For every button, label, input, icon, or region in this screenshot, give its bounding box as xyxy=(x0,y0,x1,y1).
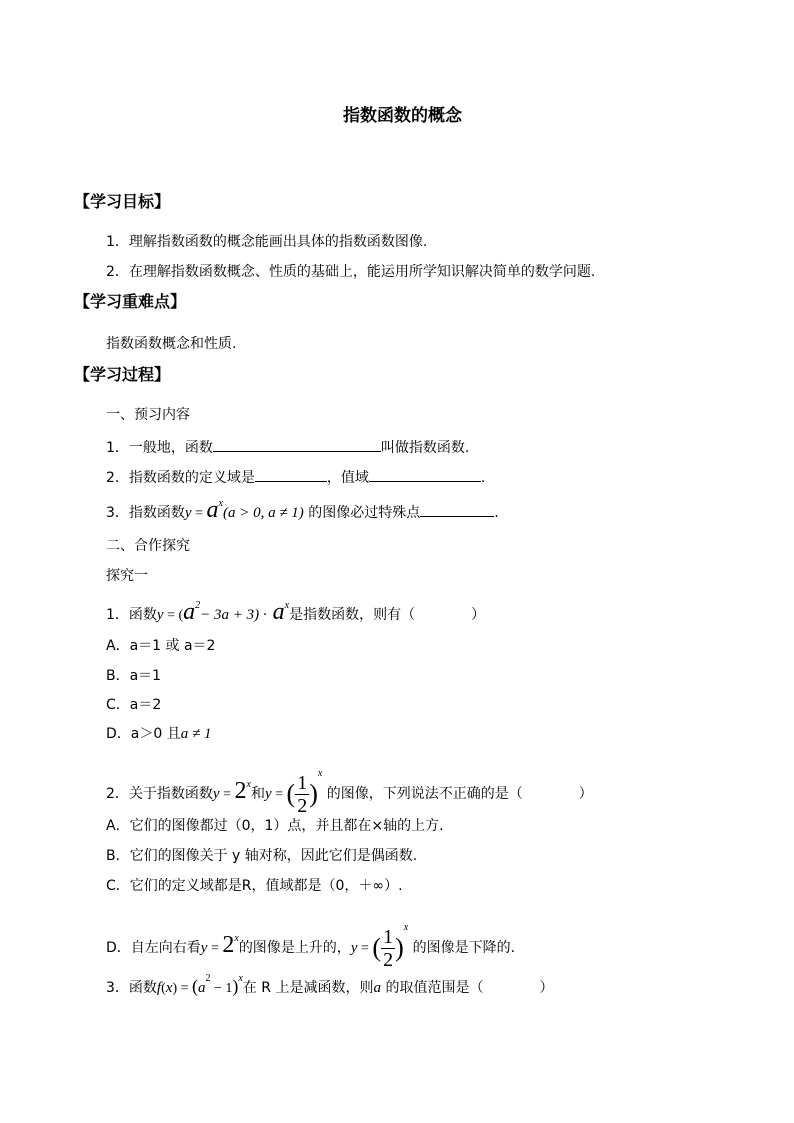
explore-question-1 xyxy=(106,596,485,626)
formula-half-x-d: y = ( $\frac{1}{2}$ )$^x$ xyxy=(350,922,409,971)
eq2-and: 和 xyxy=(250,786,265,802)
option-2d-mid: 的图像是上升的， xyxy=(238,940,351,956)
eq1-inner: − 3a + 3) · xyxy=(200,607,267,623)
q3-condition: (a > 0, a ≠ 1) xyxy=(222,505,304,521)
goal-item-1: 1．理解指数函数的概念能画出具体的指数函数图像. xyxy=(106,234,428,250)
eq2-suffix: 的图像，下列说法不正确的是（ ） xyxy=(326,786,593,802)
section-heading-process: 【学习过程】 xyxy=(74,365,171,384)
q2-middle: ，值域 xyxy=(326,470,369,486)
formula-fx: $f(x) = (a^2 - 1)^x$ xyxy=(156,973,243,996)
option-c[interactable]: C．a＝2 xyxy=(106,697,162,713)
option-2d-suffix: 的图像是下降的. xyxy=(412,940,516,956)
option-2b[interactable]: B．它们的图像关于 y 轴对称，因此它们是偶函数. xyxy=(106,848,418,864)
answer-blank[interactable] xyxy=(213,435,381,452)
explore-question-3 xyxy=(106,969,553,999)
eq1-suffix: 是指数函数，则有（ ） xyxy=(289,607,486,623)
explore-subheading: 探究一 xyxy=(106,568,148,584)
preview-question-1 xyxy=(106,435,469,458)
formula-1a: $y = (a^2$ xyxy=(156,599,201,625)
q1-suffix: 叫做指数函数. xyxy=(380,440,470,456)
option-2a[interactable]: A．它们的图像都过（0，1）点，并且都在×轴的上方. xyxy=(106,818,444,834)
keypoints-text: 指数函数概念和性质. xyxy=(106,336,237,352)
option-d-math: a ≠ 1 xyxy=(180,726,212,742)
option-d[interactable] xyxy=(106,724,211,744)
section-heading-keypoints: 【学习重难点】 xyxy=(74,292,187,311)
option-2c[interactable]: C．它们的定义域都是R，值域都是（0，＋∞）. xyxy=(106,878,403,894)
option-2d-prefix: D．自左向右看 xyxy=(106,940,201,956)
preview-heading: 一、预习内容 xyxy=(106,407,190,423)
q2-suffix: . xyxy=(480,470,486,486)
formula-exp: $y = a^x$ xyxy=(184,497,223,523)
option-a[interactable]: A．a＝1 或 a＝2 xyxy=(106,638,216,654)
preview-question-3 xyxy=(106,494,499,524)
point-blank[interactable] xyxy=(420,500,494,517)
page-title: 指数函数的概念 xyxy=(343,106,462,126)
eq1-prefix: 1．函数 xyxy=(106,607,157,623)
range-blank[interactable] xyxy=(369,465,481,482)
eq2-prefix: 2．关于指数函数 xyxy=(106,786,213,802)
option-d-prefix: D．a＞0 且 xyxy=(106,726,181,742)
q2-prefix: 2．指数函数的定义域是 xyxy=(106,470,255,486)
q3-prefix: 3．指数函数 xyxy=(106,505,185,521)
domain-blank[interactable] xyxy=(255,465,327,482)
explore-heading: 二、合作探究 xyxy=(106,538,190,554)
variable-a: a xyxy=(373,980,381,996)
option-b[interactable]: B．a＝1 xyxy=(106,668,162,684)
eq3-prefix: 3．函数 xyxy=(106,980,157,996)
eq3-mid: 在 R 上是减函数，则 xyxy=(242,980,374,996)
goal-item-2: 2．在理解指数函数概念、性质的基础上，能运用所学知识解决简单的数学问题. xyxy=(106,264,596,280)
formula-2x: $y = 2^x$ xyxy=(212,778,251,804)
preview-question-2 xyxy=(106,465,485,488)
q3-suffix: 的图像必过特殊点 xyxy=(308,505,421,521)
option-2d[interactable] xyxy=(106,918,515,971)
section-heading-goals: 【学习目标】 xyxy=(74,192,171,211)
formula-1b: $a^x$ xyxy=(266,599,290,625)
q1-prefix: 1．一般地，函数 xyxy=(106,440,213,456)
explore-question-2 xyxy=(106,764,593,817)
formula-half-x: y = ( $\frac{1}{2}$ )$^x$ xyxy=(264,768,323,817)
q3-end: . xyxy=(494,505,499,521)
formula-2x-d: $y = 2^x$ xyxy=(200,932,239,958)
eq3-suffix: 的取值范围是（ ） xyxy=(385,980,554,996)
